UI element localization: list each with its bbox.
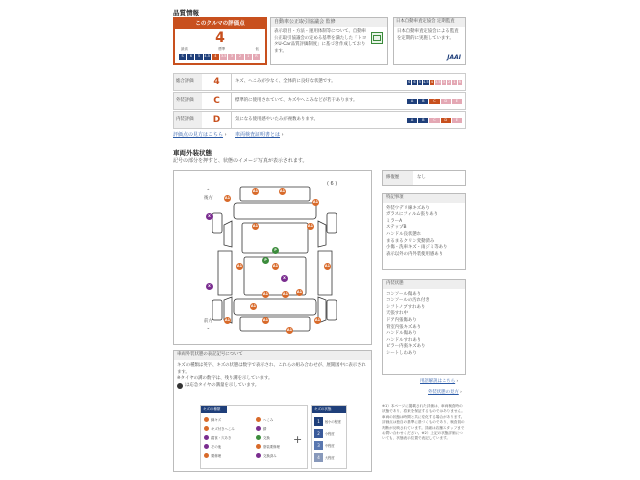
- rating-card-title: このクルマの評価点: [175, 19, 265, 29]
- levels-title: キズの状態: [312, 406, 346, 413]
- section-title-quality: 品質情報: [173, 9, 199, 17]
- evaluation-desc: キズ、へこみが少なく、全体的に良好な状態です。: [235, 78, 336, 84]
- evaluation-label: 外装評価: [174, 93, 202, 109]
- spare-tire-note: は応急タイヤの溝量を示しています。: [174, 383, 371, 390]
- scale-cell: A: [407, 118, 418, 123]
- level-box-icon: 2: [314, 429, 323, 438]
- evaluation-desc: 気になる使用感やいたみが複数あります。: [235, 116, 319, 122]
- interior-box: [382, 279, 466, 375]
- scale-cell: B: [418, 118, 429, 123]
- damage-marker[interactable]: A1: [224, 318, 231, 322]
- glossary-link[interactable]: 用語解説はこちら ›: [420, 379, 459, 384]
- legend-kind-item: 要修理: [204, 452, 252, 459]
- list-item: ピラー内張キズあり: [386, 344, 426, 350]
- scale-cell: C: [429, 99, 440, 104]
- special-notes-box: [382, 193, 466, 270]
- damage-marker[interactable]: A1: [262, 318, 269, 322]
- legend-kind-item: キズ付きへこみ: [204, 425, 252, 432]
- scale-cell: S: [179, 54, 187, 60]
- repair-label: 修復歴: [383, 171, 413, 185]
- kind-dot-icon: [204, 453, 209, 458]
- list-item: 天張すれ中: [386, 311, 408, 317]
- level-box-icon: 4: [314, 453, 323, 462]
- legend-kind-item: 交換済み: [256, 452, 304, 459]
- tire-counter: ( 6 ): [327, 181, 338, 187]
- legend-kind-item: 錆: [256, 425, 304, 432]
- scale-cell: 5: [195, 54, 203, 60]
- kind-dot-icon: [256, 435, 261, 440]
- assoc-text: 表示項目・方法・運用体制等について、自動車公正取引協議会の定める基準を満たした「トヨタU-Car品質評価制度」に基づき作成しております。: [274, 29, 367, 54]
- scale-cell: R: [458, 79, 462, 84]
- legend-tire-note: ※タイヤの溝の数字は、残り溝を示しています。: [177, 376, 273, 382]
- repair-history-box: [382, 170, 466, 186]
- damage-marker[interactable]: A1: [286, 328, 293, 332]
- scale-cell: S: [407, 80, 412, 85]
- list-item: ハンドルすれあり: [386, 337, 422, 343]
- spare-tire-icon: [177, 383, 183, 389]
- overall-score: 4: [215, 30, 225, 46]
- rating-card: [173, 17, 267, 65]
- list-item: ミラーA: [386, 218, 403, 224]
- evaluation-grade: 4: [202, 74, 232, 90]
- exterior-subtitle: 記号の部分を押すと、状態のイメージ写真が表示されます。: [173, 158, 308, 164]
- list-item: ハンドル良状態れ: [386, 231, 422, 237]
- level-box-icon: 1: [314, 417, 323, 426]
- evaluation-scale: [405, 118, 465, 123]
- assoc-title: 自動車公正取引協議会 監修: [271, 18, 387, 27]
- damage-marker[interactable]: A1: [282, 292, 289, 296]
- plus-icon: +: [293, 433, 303, 446]
- damage-marker[interactable]: A1: [250, 304, 257, 308]
- car-outline: [212, 185, 337, 335]
- kind-dot-icon: [256, 426, 261, 431]
- exterior-guide-link[interactable]: 外装状態の見方 ›: [428, 390, 462, 395]
- list-item: ハンドル傷あり: [386, 331, 417, 337]
- list-item: コンソールの汚れ付き: [386, 298, 430, 304]
- list-item: シフトノブすれあり: [386, 304, 426, 310]
- legend-kind-item: へこみ: [256, 416, 304, 423]
- scale-cell: 3: [442, 80, 447, 85]
- damage-marker[interactable]: X: [281, 275, 288, 282]
- damage-marker[interactable]: A1: [272, 264, 279, 268]
- repair-value: なし: [417, 175, 426, 180]
- damage-marker[interactable]: X: [206, 283, 213, 290]
- jaai-title: 日本自動車査定協会 定期監査: [394, 18, 465, 27]
- evaluation-label: 総合評価: [174, 74, 202, 90]
- kind-dot-icon: [204, 417, 209, 422]
- scale-cell: 2: [236, 54, 244, 60]
- damage-marker[interactable]: P: [272, 247, 279, 254]
- list-item: 外装ウデリ線キズあり: [386, 205, 430, 211]
- direction-front-label: 前方 ⌄: [204, 319, 213, 331]
- direction-rear-label: ⌃ 後方: [204, 189, 213, 201]
- interior-title: 内装状態: [383, 280, 465, 289]
- damage-marker[interactable]: X: [206, 213, 213, 220]
- list-item: ガラスにフィルム張りあり: [386, 212, 439, 218]
- scale-std-label: 標準: [218, 47, 226, 51]
- damage-marker[interactable]: A1: [252, 224, 259, 228]
- kinds-table: [200, 405, 308, 469]
- scale-cell: 1: [245, 54, 253, 60]
- levels-table: [311, 405, 347, 469]
- damage-marker[interactable]: A1: [252, 189, 259, 193]
- damage-marker[interactable]: A1: [279, 189, 286, 193]
- list-item: 表示以外の内外装使用感あり: [386, 251, 444, 257]
- damage-marker[interactable]: A1: [324, 264, 331, 268]
- legend-box: [173, 350, 372, 472]
- damage-marker[interactable]: A1: [296, 290, 303, 294]
- kinds-title: キズの種類: [201, 406, 227, 413]
- footnotes: ※1）本ページに掲載された評価は、車両検査時の状態であり、将来を保証するものではありません。車両の状態は時間と共に変化する場合があります。評価点は独自の基準に基づくものであり、検査員の判断が反映されています。詳細は店舗スタッフまでお問い合わせください。※2）上記の状態評価についても、状態表示位置で表記しています。: [382, 404, 465, 441]
- legend-kind-item: 交換: [256, 434, 304, 441]
- scale-cell: R: [253, 54, 261, 60]
- legend-text: キズの種類は英字、キズの状態は数字で表示され、これらの組み合わせが、展開図中に表示されます。: [177, 363, 366, 375]
- certificate-link[interactable]: 車両検査証明書とは ›: [235, 132, 284, 138]
- scale-cell: 4: [430, 80, 435, 85]
- legend-level-item: 4 大程度: [314, 451, 344, 463]
- list-item: ステップB: [386, 225, 407, 231]
- interior-list: [383, 289, 465, 361]
- damage-marker[interactable]: A1: [314, 318, 321, 322]
- scale-top-label: 最高: [181, 47, 188, 51]
- special-list: [383, 203, 465, 262]
- kind-dot-icon: [204, 426, 209, 431]
- jaai-logo: JAAI: [447, 54, 461, 61]
- car-diagram: [173, 170, 372, 345]
- kind-dot-icon: [256, 444, 261, 449]
- evaluation-row: [173, 92, 466, 110]
- scale-cell: 3: [228, 54, 236, 60]
- evaluation-scale: [405, 99, 465, 104]
- damage-marker[interactable]: A1: [236, 264, 243, 268]
- legend-kind-item: 線キズ: [204, 416, 252, 423]
- kind-dot-icon: [204, 444, 209, 449]
- scale-cell: A: [407, 99, 418, 104]
- legend-kind-item: その他: [204, 443, 252, 450]
- legend-kind-item: 塗装要修理: [256, 443, 304, 450]
- assoc-logo-icon: [371, 32, 383, 44]
- evaluation-table: [173, 73, 466, 129]
- damage-marker[interactable]: P: [262, 257, 269, 264]
- scale-cell: 3.5: [220, 54, 227, 58]
- evaluation-desc: 標準的に使用されていて、キズやへこみなどが若干あります。: [235, 97, 358, 103]
- evaluation-row: [173, 111, 466, 129]
- damage-marker[interactable]: A1: [307, 224, 314, 228]
- scale-cell: 5: [418, 80, 423, 85]
- scale-cell: C: [429, 118, 440, 123]
- scale-cell: E: [452, 99, 463, 104]
- evaluation-grade: C: [202, 93, 232, 109]
- rating-scale-strip: [179, 54, 261, 60]
- evaluation-row: [173, 73, 466, 91]
- scale-cell: D: [441, 99, 452, 104]
- scale-low-label: 低: [255, 47, 259, 51]
- special-title: 特記事項: [383, 194, 465, 203]
- kind-dot-icon: [256, 453, 261, 458]
- scale-cell: 3.5: [435, 79, 441, 84]
- scale-cell: E: [452, 118, 463, 123]
- scale-cell: 4: [212, 54, 220, 60]
- assoc-box: [270, 17, 388, 65]
- scale-cell: 4.5: [423, 79, 429, 84]
- scale-cell: B: [418, 99, 429, 104]
- jaai-box: [393, 17, 466, 65]
- legend-kind-item: 腐食・穴あき: [204, 434, 252, 441]
- list-item: シートしわあり: [386, 350, 417, 356]
- kind-dot-icon: [256, 417, 261, 422]
- jaai-text: 日本自動車査定協会による監査を定期的に実施しています。: [397, 29, 459, 41]
- scale-cell: 6: [187, 54, 195, 60]
- list-item: 小傷・洗車キズ・雨ジミ等あり: [386, 245, 448, 251]
- damage-marker[interactable]: A1: [224, 196, 231, 200]
- list-item: コンソール傷あり: [386, 291, 422, 297]
- exterior-section-title: 車両外装状態: [173, 149, 212, 157]
- evaluation-scale: [405, 80, 465, 85]
- legend-title: 車両外装状態の表記記号について: [174, 351, 371, 360]
- legend-level-item: 1 極小の程度: [314, 415, 344, 427]
- legend-level-item: 2 小程度: [314, 427, 344, 439]
- list-item: 背室内張キズあり: [386, 324, 422, 330]
- damage-marker[interactable]: A1: [262, 292, 269, 296]
- scale-cell: 1: [452, 80, 457, 85]
- legend-level-item: 3 中程度: [314, 439, 344, 451]
- evaluation-grade: D: [202, 112, 232, 128]
- eval-help-link[interactable]: 評価点の見方はこちら ›: [173, 132, 227, 138]
- scale-cell: 6: [412, 80, 417, 85]
- scale-cell: 4.5: [204, 54, 210, 58]
- list-item: まるまるクリン変動済み: [386, 238, 435, 244]
- evaluation-label: 内装評価: [174, 112, 202, 128]
- kind-dot-icon: [204, 435, 209, 440]
- scale-cell: D: [441, 118, 452, 123]
- level-box-icon: 3: [314, 441, 323, 450]
- damage-marker[interactable]: A1: [312, 200, 319, 204]
- list-item: ドア内張傷あり: [386, 317, 417, 323]
- scale-cell: 2: [447, 80, 452, 85]
